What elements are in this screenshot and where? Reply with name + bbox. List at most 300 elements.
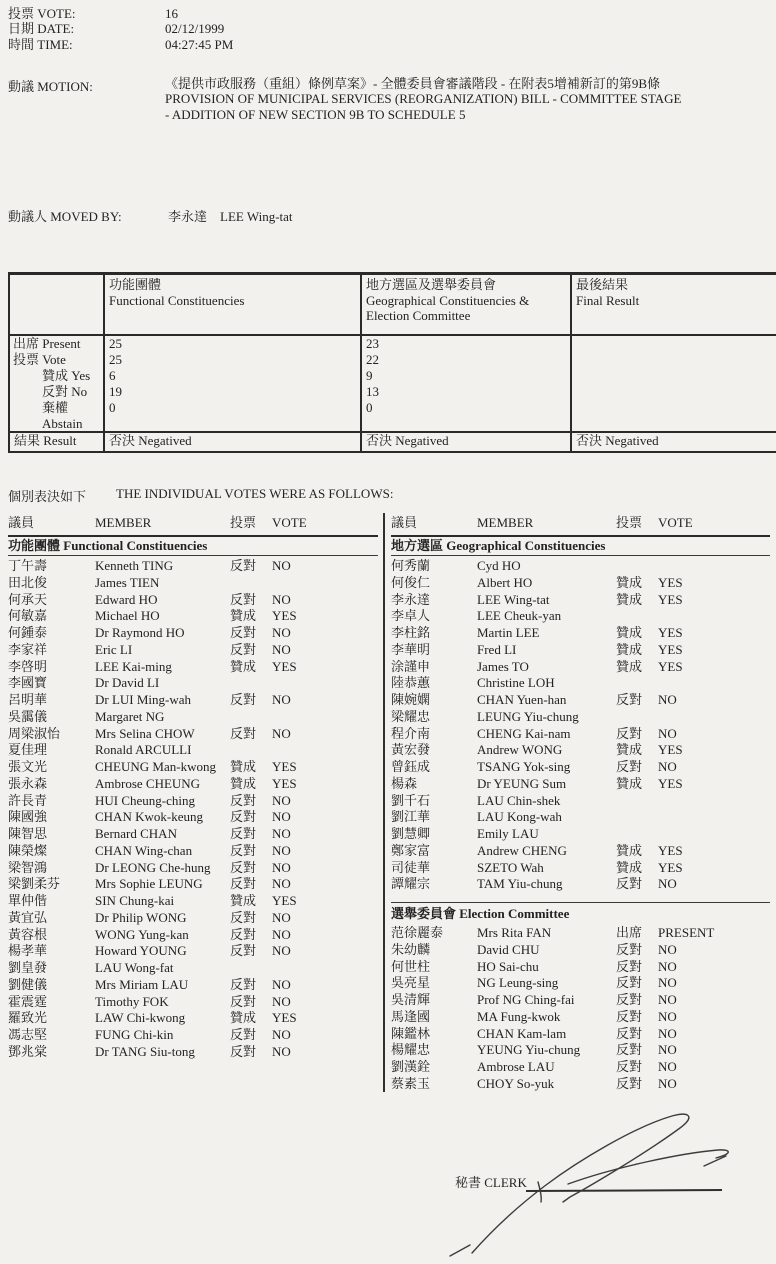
member-name-english: Michael HO [95, 608, 160, 624]
member-vote-chinese [616, 558, 658, 575]
member-name-english: LEUNG Yiu-chung [477, 708, 579, 724]
member-name-english: TAM Yiu-chung [477, 876, 563, 892]
member-vote-english: NO [272, 809, 291, 825]
moved-by-block [8, 206, 293, 225]
time-label: 時間 TIME: [8, 36, 73, 52]
member-row [8, 776, 378, 793]
final-header-english: Final Result [576, 292, 640, 308]
member-vote-chinese: 反對 [230, 826, 257, 841]
member-vote-chinese: 反對 [230, 876, 257, 892]
summary-row-yes [9, 368, 776, 384]
member-name-english: CHAN Yuen-han [477, 692, 567, 707]
member-name-chinese: 司徒華 [391, 859, 431, 875]
member-row [8, 675, 378, 692]
member-row [391, 776, 770, 793]
member-vote-chinese: 贊成 [616, 658, 643, 674]
member-vote-chinese [616, 793, 658, 810]
yes-gc-value: 9 [361, 368, 571, 384]
member-vote-english: YES [272, 1010, 297, 1026]
member-name-english: Prof NG Ching-fai [477, 992, 575, 1007]
member-name-chinese: 李華明 [391, 641, 431, 657]
member-vote-chinese: 反對 [616, 941, 643, 957]
vote-cn-header: 投票 [230, 515, 257, 530]
vote-fc-value: 25 [104, 352, 361, 368]
member-vote-chinese: 贊成 [230, 1010, 257, 1026]
member-name-chinese: 程介南 [391, 725, 431, 741]
member-vote-english: NO [272, 1043, 291, 1059]
member-name-english: Margaret NG [95, 708, 165, 724]
member-vote-chinese [616, 826, 658, 843]
summary-row-result [9, 432, 776, 452]
vote-cn-header: 投票 [616, 515, 643, 530]
member-name-chinese: 何秀蘭 [391, 558, 431, 573]
member-name-chinese: 陳婉嫻 [391, 692, 431, 707]
abstain-final-value [571, 400, 776, 432]
member-row [391, 876, 770, 893]
member-name-chinese: 曾鈺成 [391, 759, 431, 774]
member-vote-chinese: 反對 [230, 792, 257, 808]
member-row [391, 726, 770, 743]
member-row [391, 1026, 770, 1043]
member-vote-english: NO [658, 1059, 677, 1074]
abstain-fc-value: 0 [104, 400, 361, 432]
member-vote-english: NO [658, 1025, 677, 1041]
yes-fc-value: 6 [104, 368, 361, 384]
member-name-english: CHENG Kai-nam [477, 725, 571, 741]
member-vote-chinese: 反對 [230, 926, 257, 942]
member-name-english: HUI Cheung-ching [95, 792, 196, 808]
member-vote-english: NO [658, 876, 677, 892]
member-vote-chinese: 贊成 [230, 658, 257, 674]
member-name-chinese: 吳靄儀 [8, 708, 48, 724]
member-vote-chinese: 贊成 [230, 608, 257, 624]
member-row [391, 608, 770, 625]
member-name-english: SIN Chung-kai [95, 893, 175, 908]
clerk-signature [420, 1105, 776, 1263]
vote-number-label: 投票 VOTE: [8, 6, 76, 21]
vote-meta [8, 6, 233, 52]
member-name-chinese: 陳智思 [8, 826, 48, 841]
present-fc-value: 25 [104, 335, 361, 352]
member-vote-english [272, 675, 378, 692]
member-name-english: Dr David LI [95, 675, 160, 691]
member-vote-english: NO [658, 1075, 677, 1091]
gc-column-header [391, 513, 770, 535]
intro-english: THE INDIVIDUAL VOTES WERE AS FOLLOWS: [116, 486, 394, 501]
member-vote-chinese: 反對 [616, 725, 643, 741]
member-vote-chinese: 贊成 [230, 893, 257, 908]
member-row [391, 575, 770, 592]
member-vote-chinese [616, 608, 658, 625]
member-name-chinese: 劉漢銓 [391, 1059, 431, 1074]
summary-row-vote [9, 352, 776, 368]
member-name-english: Dr LUI Ming-wah [95, 692, 192, 707]
member-name-english: James TIEN [95, 574, 160, 590]
member-vote-english: NO [272, 859, 291, 875]
member-vote-chinese: 反對 [230, 943, 257, 959]
member-vote-english: NO [658, 1042, 677, 1058]
member-vote-chinese: 贊成 [616, 842, 643, 858]
result-summary-table [8, 272, 776, 453]
member-row [8, 893, 378, 910]
member-row [391, 975, 770, 992]
summary-row-abstain [9, 400, 776, 432]
member-name-chinese: 霍震霆 [8, 993, 48, 1009]
member-name-chinese: 譚耀宗 [391, 876, 431, 892]
member-vote-chinese: 反對 [230, 591, 257, 607]
member-vote-english: YES [272, 658, 297, 674]
member-name-english: Christine LOH [477, 675, 555, 691]
member-vote-chinese: 出席 [616, 925, 643, 940]
member-name-english: Timothy FOK [95, 993, 169, 1009]
member-name-chinese: 黃容根 [8, 926, 48, 942]
member-vote-chinese: 贊成 [616, 775, 643, 791]
member-name-chinese: 陳國強 [8, 809, 48, 825]
member-vote-chinese: 反對 [616, 992, 643, 1007]
member-vote-english [658, 826, 770, 843]
member-row [8, 709, 378, 726]
result-final-value: 否決 Negatived [571, 432, 776, 452]
member-vote-english: NO [272, 692, 291, 707]
gc-header-chinese: 地方選區及選舉委員會 [366, 277, 497, 292]
member-vote-chinese: 反對 [230, 625, 257, 640]
vote-label: 投票 Vote [9, 352, 104, 368]
member-name-english: LAU Wong-fat [95, 960, 174, 975]
member-vote-english: PRESENT [658, 925, 715, 940]
summary-header-empty [9, 274, 104, 336]
member-vote-chinese [616, 675, 658, 692]
member-row [8, 592, 378, 609]
member-vote-english: NO [272, 826, 291, 841]
member-name-chinese: 夏佳理 [8, 742, 48, 758]
member-name-chinese: 羅致光 [8, 1010, 48, 1026]
member-name-english: TSANG Yok-sing [477, 759, 571, 774]
member-name-english: YEUNG Yiu-chung [477, 1042, 581, 1058]
member-vote-chinese: 反對 [230, 842, 257, 858]
member-vote-chinese: 反對 [230, 909, 257, 925]
no-label: 反對 No [9, 384, 104, 400]
member-name-english: LAU Kong-wah [477, 809, 562, 825]
member-vote-english: NO [272, 641, 291, 657]
member-name-english: FUNG Chi-kin [95, 1027, 174, 1042]
member-name-chinese: 李柱銘 [391, 625, 431, 640]
member-name-chinese: 鄭家富 [391, 842, 431, 858]
final-header-chinese: 最後結果 [576, 277, 629, 292]
member-vote-chinese: 贊成 [616, 742, 643, 758]
member-name-english: Mrs Sophie LEUNG [95, 876, 203, 892]
member-row [391, 793, 770, 810]
member-vote-english [658, 709, 770, 726]
member-row [8, 876, 378, 893]
member-vote-chinese: 反對 [230, 1027, 257, 1042]
fc-section-title: 功能團體 Functional Constituencies [8, 538, 208, 553]
geographical-constituencies-column [391, 513, 770, 1093]
member-vote-english: NO [272, 591, 291, 607]
motion-line-english-2: - ADDITION OF NEW SECTION 9B TO SCHEDULE 5 [165, 106, 466, 122]
member-vote-english: YES [272, 608, 297, 624]
member-vote-english [658, 558, 770, 575]
member-vote-chinese: 反對 [616, 1025, 643, 1041]
member-row [8, 659, 378, 676]
member-vote-chinese: 反對 [230, 558, 257, 573]
member-name-chinese: 陳榮燦 [8, 842, 48, 858]
member-vote-english: YES [658, 658, 683, 674]
member-vote-english: NO [272, 993, 291, 1009]
member-vote-chinese: 贊成 [616, 625, 643, 640]
member-vote-english [272, 742, 378, 759]
member-name-english: LEE Wing-tat [477, 591, 550, 607]
member-row [391, 625, 770, 642]
member-vote-chinese: 反對 [230, 1043, 257, 1059]
member-name-chinese: 呂明華 [8, 692, 48, 707]
signature-line [526, 1190, 722, 1191]
member-name-chinese: 劉江華 [391, 809, 431, 825]
member-vote-english: NO [272, 792, 291, 808]
member-vote-english: NO [658, 759, 677, 774]
summary-header-gc [361, 274, 571, 336]
member-name-english: Eric LI [95, 641, 133, 657]
member-name-chinese: 吳清輝 [391, 992, 431, 1007]
member-vote-chinese: 反對 [616, 1059, 643, 1074]
member-vote-chinese: 反對 [230, 692, 257, 707]
member-row [8, 625, 378, 642]
vote-gc-value: 22 [361, 352, 571, 368]
member-row [391, 659, 770, 676]
member-vote-english: YES [272, 893, 297, 908]
member-name-english: Cyd HO [477, 558, 521, 573]
time-value: 04:27:45 PM [165, 36, 234, 52]
member-name-chinese: 李卓人 [391, 608, 431, 624]
member-name-chinese: 楊森 [391, 775, 418, 791]
ec-section-title: 選舉委員會 Election Committee [391, 906, 570, 921]
member-cn-header: 議員 [8, 515, 35, 530]
member-name-chinese: 李啓明 [8, 658, 48, 674]
present-label: 出席 Present [9, 335, 104, 352]
vote-number-row [8, 6, 233, 21]
member-name-english: CHAN Kwok-keung [95, 809, 203, 825]
member-vote-english: YES [658, 842, 683, 858]
member-vote-english: YES [658, 591, 683, 607]
fc-column-header [8, 513, 378, 535]
member-name-chinese: 何敏嘉 [8, 608, 48, 624]
member-row [8, 692, 378, 709]
member-name-english: Fred LI [477, 641, 517, 657]
member-vote-english [658, 809, 770, 826]
member-name-english: CHOY So-yuk [477, 1075, 555, 1091]
ec-section-rule [391, 902, 770, 903]
member-name-chinese: 馮志堅 [8, 1027, 48, 1042]
member-name-chinese: 楊孝華 [8, 943, 48, 959]
member-vote-english: NO [272, 842, 291, 858]
present-gc-value: 23 [361, 335, 571, 352]
signature-stroke [450, 1114, 728, 1256]
section-rule [391, 555, 770, 556]
time-row [8, 37, 233, 52]
member-name-chinese: 張永森 [8, 775, 48, 791]
member-name-chinese: 田北俊 [8, 574, 48, 590]
member-en-header: MEMBER [95, 515, 152, 530]
result-gc-value: 否決 Negatived [361, 432, 571, 452]
member-name-english: Mrs Rita FAN [477, 925, 552, 940]
member-name-english: Dr YEUNG Sum [477, 775, 567, 791]
member-name-english: SZETO Wah [477, 859, 544, 875]
member-name-english: Howard YOUNG [95, 943, 187, 959]
member-row [391, 1059, 770, 1076]
member-name-english: Ambrose CHEUNG [95, 775, 201, 791]
member-name-english: Dr Raymond HO [95, 625, 185, 640]
member-name-english: NG Leung-sing [477, 975, 559, 991]
member-vote-english: YES [658, 625, 683, 640]
member-row [391, 642, 770, 659]
member-row [391, 843, 770, 860]
fc-members-list [8, 558, 378, 1061]
member-name-english: LAU Chin-shek [477, 792, 561, 808]
member-vote-chinese: 贊成 [230, 759, 257, 774]
summary-header-fc [104, 274, 361, 336]
member-name-english: Mrs Miriam LAU [95, 976, 189, 992]
member-row [8, 860, 378, 877]
member-name-english: Kenneth TING [95, 558, 174, 573]
member-name-english: Andrew WONG [477, 742, 563, 758]
member-name-english: Ronald ARCULLI [95, 742, 192, 758]
member-vote-english: NO [658, 692, 677, 707]
member-vote-chinese [616, 809, 658, 826]
member-vote-chinese [230, 675, 272, 692]
member-name-chinese: 朱幼麟 [391, 941, 431, 957]
date-row [8, 21, 233, 36]
member-name-english: James TO [477, 658, 529, 674]
member-name-chinese: 吳亮星 [391, 975, 431, 991]
member-vote-chinese: 反對 [230, 993, 257, 1009]
member-name-chinese: 陸恭蕙 [391, 675, 431, 691]
member-vote-english: NO [272, 909, 291, 925]
member-row [8, 910, 378, 927]
member-name-chinese: 涂謹申 [391, 658, 431, 674]
member-vote-chinese: 贊成 [616, 574, 643, 590]
member-vote-chinese [230, 575, 272, 592]
member-vote-chinese [230, 960, 272, 977]
fc-header-chinese: 功能團體 [109, 277, 162, 292]
member-vote-english [658, 675, 770, 692]
member-row [8, 575, 378, 592]
member-vote-chinese: 反對 [230, 976, 257, 992]
member-name-chinese: 李家祥 [8, 641, 48, 657]
no-final-value [571, 384, 776, 400]
member-row [8, 943, 378, 960]
member-row [8, 843, 378, 860]
member-row [391, 692, 770, 709]
member-name-chinese: 范徐麗泰 [391, 925, 444, 940]
member-vote-chinese: 反對 [230, 809, 257, 825]
member-vote-chinese: 反對 [616, 876, 643, 892]
member-row [391, 709, 770, 726]
member-vote-english: YES [658, 641, 683, 657]
member-vote-chinese: 贊成 [616, 859, 643, 875]
functional-constituencies-column [8, 513, 378, 1061]
member-row [8, 809, 378, 826]
member-vote-english: NO [272, 1027, 291, 1042]
member-row [391, 1076, 770, 1093]
member-name-english: Dr Philip WONG [95, 909, 187, 925]
member-row [391, 992, 770, 1009]
member-vote-english [658, 608, 770, 625]
member-vote-chinese: 反對 [616, 692, 643, 707]
result-fc-value: 否決 Negatived [104, 432, 361, 452]
member-vote-english [658, 793, 770, 810]
motion-label: 動議 MOTION: [8, 79, 93, 94]
intro-chinese: 個別表決如下 [8, 489, 87, 504]
member-name-english: Ambrose LAU [477, 1059, 555, 1074]
member-row [8, 994, 378, 1011]
member-name-english: CHAN Wing-chan [95, 842, 193, 858]
member-row [391, 759, 770, 776]
member-vote-english: NO [658, 975, 677, 991]
section-gap [391, 893, 770, 902]
member-name-english: MA Fung-kwok [477, 1008, 561, 1024]
member-vote-english: YES [658, 859, 683, 875]
member-name-english: Dr LEONG Che-hung [95, 859, 211, 875]
member-vote-english: YES [272, 775, 297, 791]
member-name-english: Bernard CHAN [95, 826, 177, 841]
member-vote-english: NO [658, 941, 677, 957]
member-vote-english: NO [272, 725, 291, 741]
member-vote-english [272, 575, 378, 592]
member-vote-chinese: 反對 [616, 1075, 643, 1091]
member-vote-english [272, 709, 378, 726]
member-name-chinese: 黃宜弘 [8, 909, 48, 925]
member-vote-chinese: 反對 [230, 725, 257, 741]
member-vote-chinese: 反對 [616, 1008, 643, 1024]
member-name-chinese: 劉健儀 [8, 976, 48, 992]
member-name-chinese: 單仲偕 [8, 893, 48, 908]
vote-number-value: 16 [165, 6, 178, 21]
member-name-chinese: 張文光 [8, 759, 48, 774]
member-vote-chinese: 反對 [616, 759, 643, 774]
member-name-chinese: 梁智鴻 [8, 859, 48, 875]
member-name-chinese: 李永達 [391, 591, 431, 607]
motion-text [165, 76, 774, 122]
member-row [391, 860, 770, 877]
member-name-chinese: 劉慧卿 [391, 826, 431, 841]
member-name-english: Albert HO [477, 574, 533, 590]
moved-by-label: 動議人 MOVED BY: [8, 209, 122, 224]
summary-row-no [9, 384, 776, 400]
member-row [391, 742, 770, 759]
no-fc-value: 19 [104, 384, 361, 400]
member-row [8, 642, 378, 659]
member-row [8, 977, 378, 994]
member-name-chinese: 黃宏發 [391, 742, 431, 758]
member-name-english: Martin LEE [477, 625, 540, 640]
motion-block [8, 76, 774, 122]
member-row [8, 793, 378, 810]
ec-members-list [391, 925, 770, 1093]
motion-line-chinese: 《提供市政服務（重組）條例草案》- 全體委員會審議階段 - 在附表5增補新訂的第9B條 [165, 76, 661, 91]
member-name-english: Edward HO [95, 591, 158, 607]
yes-label: 贊成 Yes [9, 368, 104, 384]
member-name-chinese: 楊耀忠 [391, 1042, 431, 1058]
member-name-chinese: 陳鑑林 [391, 1025, 431, 1041]
abstain-gc-value: 0 [361, 400, 571, 432]
member-vote-english: NO [658, 1008, 677, 1024]
summary-header-final [571, 274, 776, 336]
member-row [8, 1044, 378, 1061]
member-vote-english: NO [272, 625, 291, 640]
member-vote-chinese: 反對 [616, 958, 643, 974]
member-row [391, 925, 770, 942]
individual-votes-intro [8, 486, 394, 505]
member-row [8, 826, 378, 843]
